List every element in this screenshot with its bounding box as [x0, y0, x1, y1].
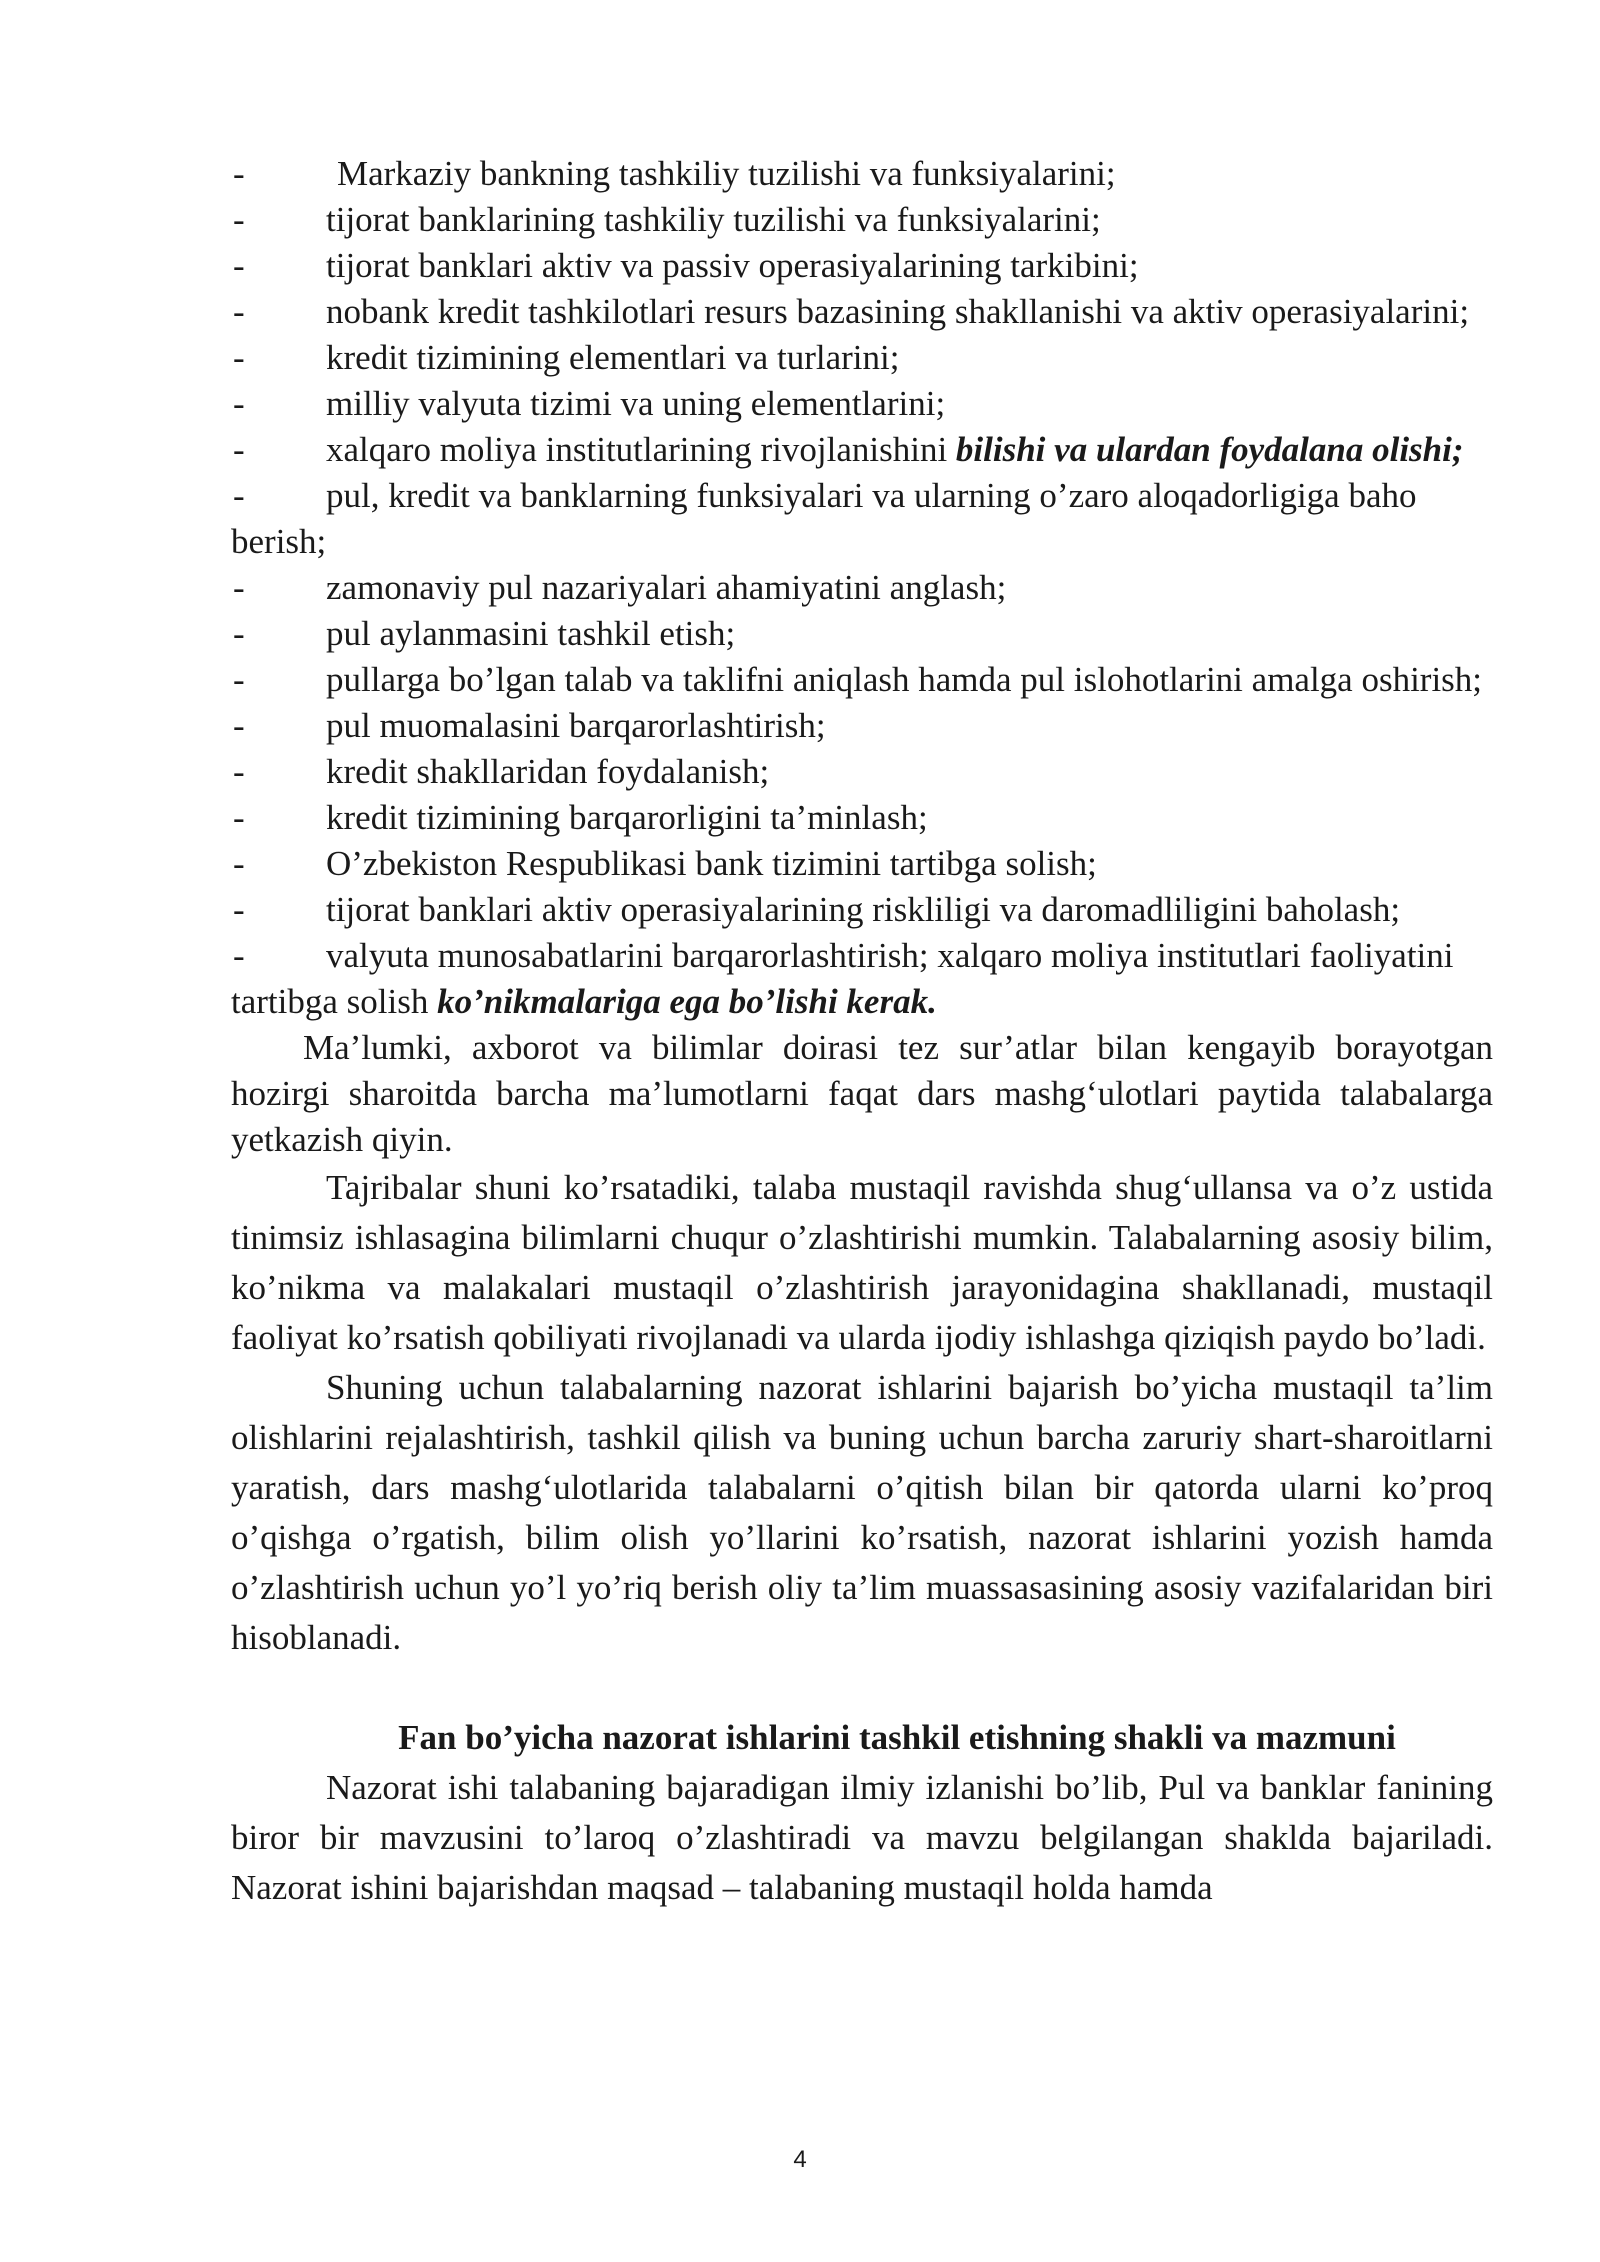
list-item — [231, 427, 1493, 473]
list-dash: - — [233, 614, 245, 653]
list-item-text: tijorat banklari aktiv operasiyalarining riskliligi va daromadliligini baholash; — [326, 890, 1401, 929]
list-item — [231, 565, 1493, 611]
list-dash: - — [233, 292, 245, 331]
list-dash: - — [233, 430, 245, 469]
list-item-emphasis: ko’nikmalariga ega bo’lishi kerak. — [437, 982, 937, 1021]
list-item-text: zamonaviy pul nazariyalari ahamiyatini anglash; — [326, 568, 1007, 607]
page-number: 4 — [793, 2146, 807, 2173]
list-item — [231, 887, 1493, 933]
list-item-emphasis: bilishi va ulardan foydalana olishi; — [955, 430, 1464, 469]
page-content — [231, 151, 1493, 1913]
list-dash: - — [233, 384, 245, 423]
list-dash: - — [233, 246, 245, 285]
list-item-text: pul, kredit va banklarning funksiyalari va ularning o’zaro aloqadorligiga baho berish; — [231, 476, 1417, 561]
list-dash: - — [233, 936, 245, 975]
list-dash: - — [233, 798, 245, 837]
list-item — [231, 611, 1493, 657]
body-paragraph: Nazorat ishi talabaning bajaradigan ilmiy izlanishi bo’lib, Pul va banklar fanining biror bir mavzusini to’laroq o’zlashtiradi va mavzu belgilangan shaklda bajariladi. Nazorat ishini bajarishdan maqsad – talabaning mustaqil holda hamda — [231, 1768, 1493, 1907]
list-item-text: pul muomalasini barqarorlashtirish; — [326, 706, 826, 745]
list-item — [231, 381, 1493, 427]
list-item-text: milliy valyuta tizimi va uning elementlarini; — [326, 384, 946, 423]
list-item-text: tijorat banklarining tashkiliy tuzilishi va funksiyalarini; — [326, 200, 1101, 239]
list-dash: - — [233, 660, 245, 699]
list-item — [231, 703, 1493, 749]
list-item — [231, 657, 1493, 703]
list-item-text: valyuta munosabatlarini barqarorlashtirish; xalqaro moliya institutlari faoliyatini tartibga solish — [231, 936, 1454, 1021]
list-dash: - — [233, 154, 245, 193]
list-dash: - — [233, 568, 245, 607]
body-paragraph: Tajribalar shuni ko’rsatadiki, talaba mustaqil ravishda shug‘ullansa va o’z ustida tinimsiz ishlasagina bilimlarni chuqur o’zlashtirishi mumkin. Talabalarning asosiy bilim, ko’nikma va malakalari mustaqil o’zlashtirish jarayonidagina shakllanadi, mustaqil faoliyat ko’rsatish qobiliyati rivojlanadi va ularda ijodiy ishlashga qiziqish paydo bo’ladi. — [231, 1168, 1493, 1357]
list-item-text: O’zbekiston Respublikasi bank tizimini tartibga solish; — [326, 844, 1097, 883]
list-item-text: xalqaro moliya institutlarining rivojlanishini — [326, 430, 956, 469]
list-dash: - — [233, 476, 245, 515]
list-item — [231, 749, 1493, 795]
list-item — [231, 151, 1493, 197]
list-item-text: nobank kredit tashkilotlari resurs bazasining shakllanishi va aktiv operasiyalarini; — [326, 292, 1470, 331]
list-item-text: kredit tizimining elementlari va turlarini; — [326, 338, 900, 377]
list-dash: - — [233, 338, 245, 377]
list-dash: - — [233, 752, 245, 791]
list-item-text: pullarga bo’lgan talab va taklifni aniqlash hamda pul islohotlarini amalga oshirish; — [326, 660, 1483, 699]
list-item-text: kredit tizimining barqarorligini ta’minlash; — [326, 798, 928, 837]
body-paragraph: Ma’lumki, axborot va bilimlar doirasi tez sur’atlar bilan kengayib borayotgan hozirgi sharoitda barcha ma’lumotlarni faqat dars mashg‘ulotlari paytida talabalarga yetkazish qiyin. — [231, 1028, 1493, 1159]
section-heading: Fan bo’yicha nazorat ishlarini tashkil etishning shakli va mazmuni — [398, 1718, 1396, 1757]
list-item-text: tijorat banklari aktiv va passiv operasiyalarining tarkibini; — [326, 246, 1139, 285]
body-paragraph: Shuning uchun talabalarning nazorat ishlarini bajarish bo’yicha mustaqil ta’lim olishlarini rejalashtirish, tashkil qilish va buning uchun barcha zaruriy shart-sharoitlarni yaratish, dars mashg‘ulotlarida talabalarni o’qitish bilan bir qatorda ularni ko’proq o’qishga o’rgatish, bilim olish yo’llarini ko’rsatish, nazorat ishlarini yozish hamda o’zlashtirish uchun yo’l yo’riq berish oliy ta’lim muassasasining asosiy vazifalaridan biri hisoblanadi. — [231, 1368, 1493, 1657]
list-item-text: pul aylanmasini tashkil etish; — [326, 614, 736, 653]
list-item — [231, 933, 1493, 1025]
list-dash: - — [233, 200, 245, 239]
list-item — [231, 335, 1493, 381]
list-item-text: kredit shakllaridan foydalanish; — [326, 752, 770, 791]
list-item — [231, 795, 1493, 841]
list-item-text: Markaziy bankning tashkiliy tuzilishi va funksiyalarini; — [337, 154, 1116, 193]
list-dash: - — [233, 706, 245, 745]
list-item — [231, 243, 1493, 289]
list-item — [231, 841, 1493, 887]
list-dash: - — [233, 844, 245, 883]
list-item — [231, 197, 1493, 243]
list-item — [231, 289, 1493, 335]
list-item — [231, 473, 1493, 565]
list-dash: - — [233, 890, 245, 929]
competency-list — [231, 151, 1493, 1025]
